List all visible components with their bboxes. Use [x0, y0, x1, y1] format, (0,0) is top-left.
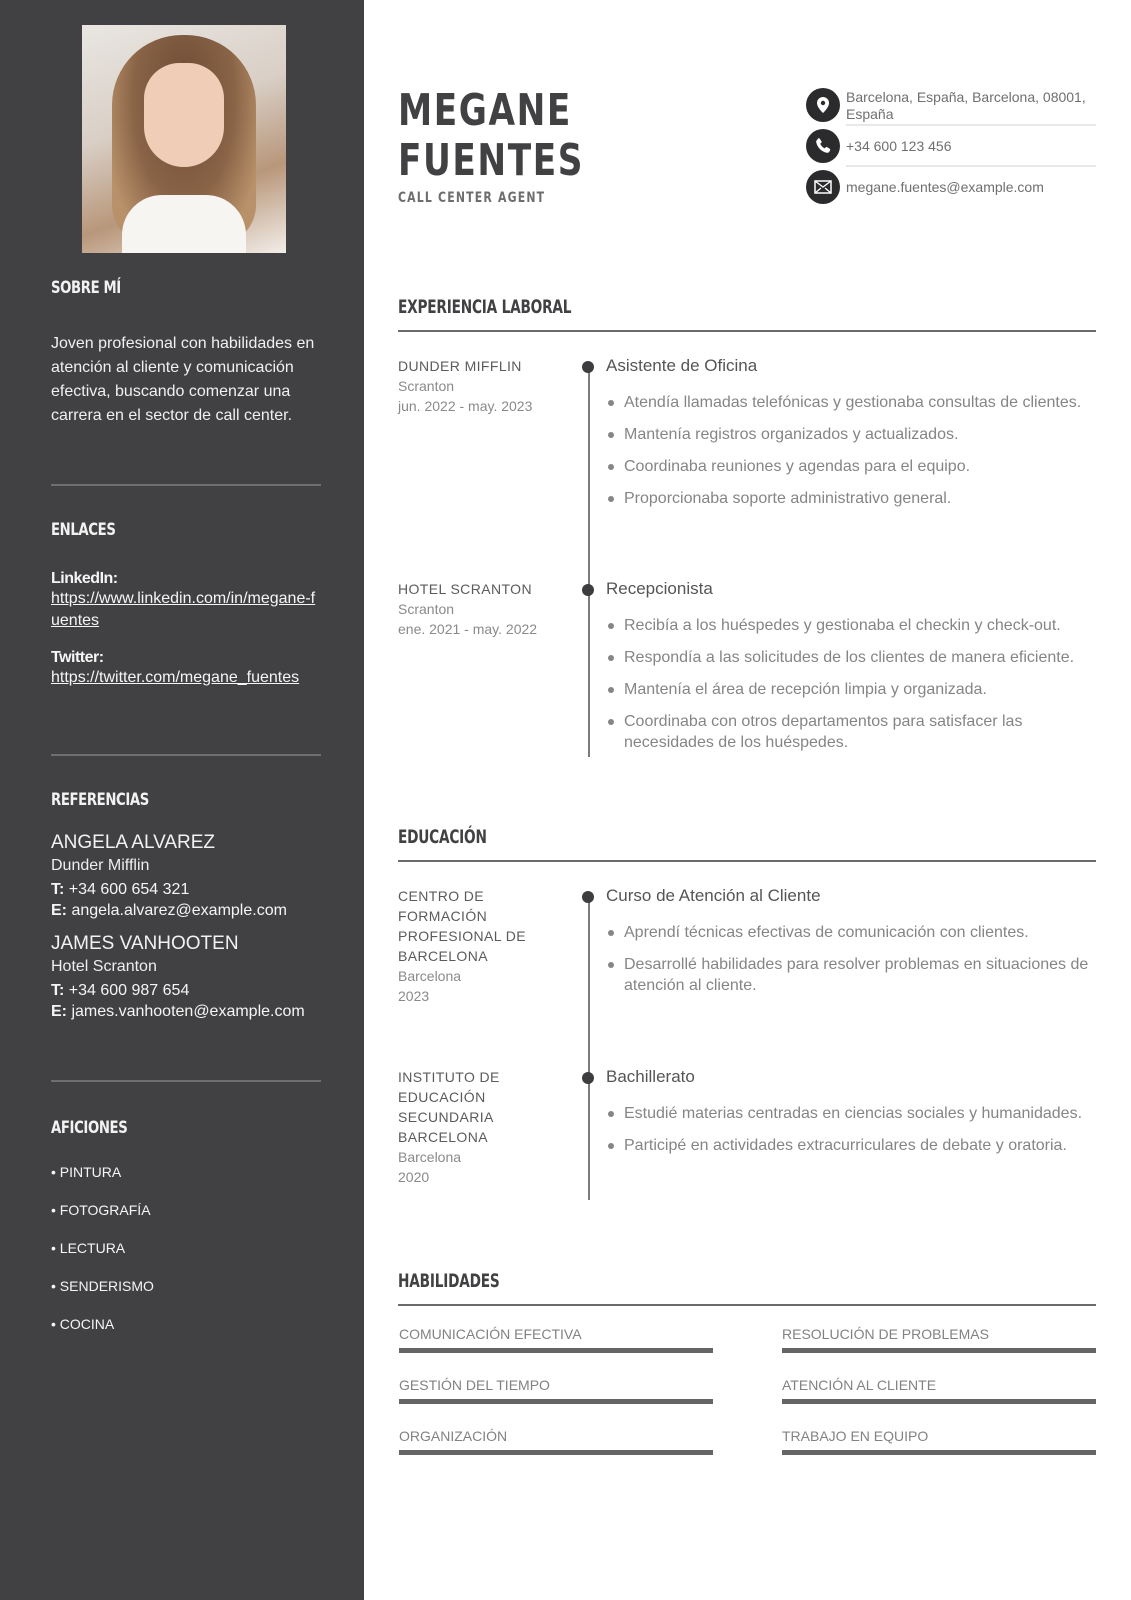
phone-value: +34 600 654 321 — [68, 881, 190, 898]
reference-item — [51, 832, 321, 921]
skill-bar-fill — [399, 1450, 713, 1455]
photo-shirt — [122, 195, 246, 253]
bullet-item: Mantenía el área de recepción limpia y organizada. — [606, 679, 1096, 700]
skill-bar-fill — [399, 1399, 713, 1404]
envelope-icon — [806, 170, 840, 204]
link-label: LinkedIn: — [51, 570, 118, 587]
skill-label: ATENCIÓN AL CLIENTE — [782, 1377, 937, 1393]
timeline-dot-icon — [582, 361, 594, 373]
bullet-item: Aprendí técnicas efectivas de comunicación con clientes. — [606, 922, 1096, 943]
skill-item — [782, 1428, 1096, 1455]
employer: HOTEL SCRANTON — [398, 581, 532, 597]
email-value: james.vanhooten@example.com — [71, 1003, 305, 1020]
bullet-item: Atendía llamadas telefónicas y gestionaba consultas de clientes. — [606, 392, 1096, 413]
main-content — [364, 0, 1131, 1600]
skill-item — [782, 1326, 1096, 1353]
job-title: CALL CENTER AGENT — [398, 190, 546, 206]
bullet-item: Coordinaba reuniones y agendas para el equipo. — [606, 456, 1096, 477]
section-rule — [398, 860, 1096, 862]
hobby-item: • SENDERISMO — [51, 1278, 154, 1294]
education-title: EDUCACIÓN — [398, 826, 487, 848]
contact-address — [806, 88, 1096, 123]
reference-name: JAMES VANHOOTEN — [51, 933, 239, 954]
contact-email — [806, 170, 1096, 204]
degree-title: Curso de Atención al Cliente — [606, 886, 821, 905]
bullet-item: Desarrollé habilidades para resolver problemas en situaciones de atención al cliente. — [606, 954, 1096, 996]
sidebar-divider — [51, 484, 321, 486]
section-rule — [398, 1304, 1096, 1306]
dates: 2020 — [398, 1169, 430, 1185]
experience-title: EXPERIENCIA LABORAL — [398, 296, 572, 318]
hobbies-title: AFICIONES — [51, 1118, 128, 1138]
link-label: Twitter: — [51, 649, 104, 666]
skill-item — [399, 1428, 713, 1455]
reference-email — [51, 900, 321, 921]
contact-phone — [806, 129, 1096, 163]
skill-label: RESOLUCIÓN DE PROBLEMAS — [782, 1326, 989, 1342]
email-value: angela.alvarez@example.com — [71, 902, 287, 919]
bullet-item: Participé en actividades extracurriculares de debate y oratoria. — [606, 1135, 1096, 1156]
phone-value: +34 600 987 654 — [68, 982, 190, 999]
bullet-item: Recibía a los huéspedes y gestionaba el checkin y check-out. — [606, 615, 1096, 636]
bullet-item: Mantenía registros organizados y actualizados. — [606, 424, 1096, 445]
address-text: Barcelona, España, Barcelona, 08001, España — [846, 89, 1086, 122]
references-title: REFERENCIAS — [51, 790, 149, 810]
contact-row — [806, 88, 1096, 123]
hobbies-section — [51, 1118, 321, 1352]
employer: DUNDER MIFFLIN — [398, 358, 522, 374]
dates: ene. 2021 - may. 2022 — [398, 621, 538, 637]
reference-email — [51, 1001, 321, 1022]
skill-bar — [782, 1399, 1096, 1404]
skill-bar-fill — [782, 1399, 1096, 1404]
skill-label: ORGANIZACIÓN — [399, 1428, 508, 1444]
skill-label: GESTIÓN DEL TIEMPO — [399, 1377, 550, 1393]
entry-meta — [398, 356, 568, 416]
dates: 2023 — [398, 988, 430, 1004]
email-label: E: — [51, 902, 67, 919]
reference-phone — [51, 879, 321, 900]
reference-item — [51, 933, 321, 1022]
timeline-dot-icon — [582, 584, 594, 596]
phone-label: T: — [51, 982, 65, 999]
timeline-dot-icon — [582, 1072, 594, 1084]
contact-row — [806, 170, 1096, 204]
first-name: MEGANE — [398, 85, 572, 136]
references-section — [51, 790, 321, 1022]
location: Barcelona — [398, 1149, 462, 1165]
bullet-list — [606, 392, 1096, 520]
skill-bar — [782, 1348, 1096, 1353]
reference-name: ANGELA ALVAREZ — [51, 832, 216, 853]
full-name — [398, 86, 584, 186]
hobby-item: • COCINA — [51, 1316, 115, 1332]
contact-separator — [846, 165, 1096, 167]
bullet-list — [606, 922, 1096, 1007]
location: Scranton — [398, 601, 455, 617]
hobby-item: • FOTOGRAFÍA — [51, 1202, 151, 1218]
skill-label: COMUNICACIÓN EFECTIVA — [399, 1326, 582, 1342]
bullet-item: Coordinaba con otros departamentos para satisfacer las necesidades de los huéspedes. — [606, 711, 1096, 753]
twitter-link[interactable]: https://twitter.com/megane_fuentes — [51, 669, 300, 686]
skill-bar — [399, 1450, 713, 1455]
about-section — [51, 278, 321, 428]
about-title: SOBRE MÍ — [51, 278, 121, 298]
skill-bar-fill — [782, 1348, 1096, 1353]
bullet-list — [606, 615, 1096, 764]
location: Scranton — [398, 378, 455, 394]
bullet-item: Estudié materias centradas en ciencias sociales y humanidades. — [606, 1103, 1096, 1124]
institution: INSTITUTO DE EDUCACIÓN SECUNDARIA BARCELONA — [398, 1069, 500, 1145]
photo-face — [144, 63, 224, 167]
link-twitter — [51, 649, 321, 689]
skill-bar — [399, 1399, 713, 1404]
skill-bar — [782, 1450, 1096, 1455]
section-rule — [398, 330, 1096, 332]
linkedin-link[interactable]: https://www.linkedin.com/in/megane-fuentes — [51, 590, 316, 629]
role-title: Asistente de Oficina — [606, 356, 758, 375]
skill-item — [399, 1326, 713, 1353]
hobby-item: • PINTURA — [51, 1164, 122, 1180]
skills-title: HABILIDADES — [398, 1270, 500, 1292]
degree-title: Bachillerato — [606, 1067, 695, 1086]
email-text: megane.fuentes@example.com — [846, 179, 1044, 195]
location-pin-icon — [806, 88, 840, 122]
reference-phone — [51, 980, 321, 1001]
timeline-dot-icon — [582, 891, 594, 903]
sidebar-divider — [51, 1080, 321, 1082]
skill-item — [399, 1377, 713, 1404]
contact-separator — [846, 124, 1096, 126]
skill-bar-fill — [782, 1450, 1096, 1455]
about-text: Joven profesional con habilidades en atención al cliente y comunicación efectiva, buscando comenzar una carrera en el sector de call center. — [51, 335, 315, 424]
entry-meta — [398, 579, 568, 639]
sidebar-divider — [51, 754, 321, 756]
timeline-line — [588, 364, 590, 757]
entry-meta — [398, 886, 568, 1006]
entry-meta — [398, 1067, 568, 1187]
skill-label: TRABAJO EN EQUIPO — [782, 1428, 929, 1444]
phone-icon — [806, 129, 840, 163]
dates: jun. 2022 - may. 2023 — [398, 398, 533, 414]
phone-text: +34 600 123 456 — [846, 138, 952, 154]
last-name: FUENTES — [398, 135, 584, 186]
contact-row — [806, 129, 1096, 163]
bullet-item: Proporcionaba soporte administrativo general. — [606, 488, 1096, 509]
link-linkedin — [51, 570, 321, 632]
institution: CENTRO DE FORMACIÓN PROFESIONAL DE BARCELONA — [398, 888, 526, 964]
phone-label: T: — [51, 881, 65, 898]
skill-bar — [399, 1348, 713, 1353]
hobby-item: • LECTURA — [51, 1240, 126, 1256]
skill-bar-fill — [399, 1348, 713, 1353]
skill-item — [782, 1377, 1096, 1404]
bullet-list — [606, 1103, 1096, 1167]
bullet-item: Respondía a las solicitudes de los clientes de manera eficiente. — [606, 647, 1096, 668]
sidebar — [0, 0, 364, 1600]
reference-company: Dunder Mifflin — [51, 857, 150, 874]
role-title: Recepcionista — [606, 579, 713, 598]
email-label: E: — [51, 1003, 67, 1020]
links-title: ENLACES — [51, 520, 116, 540]
timeline-line — [588, 894, 590, 1200]
reference-company: Hotel Scranton — [51, 958, 157, 975]
profile-photo — [82, 25, 286, 253]
location: Barcelona — [398, 968, 462, 984]
links-section — [51, 520, 321, 689]
